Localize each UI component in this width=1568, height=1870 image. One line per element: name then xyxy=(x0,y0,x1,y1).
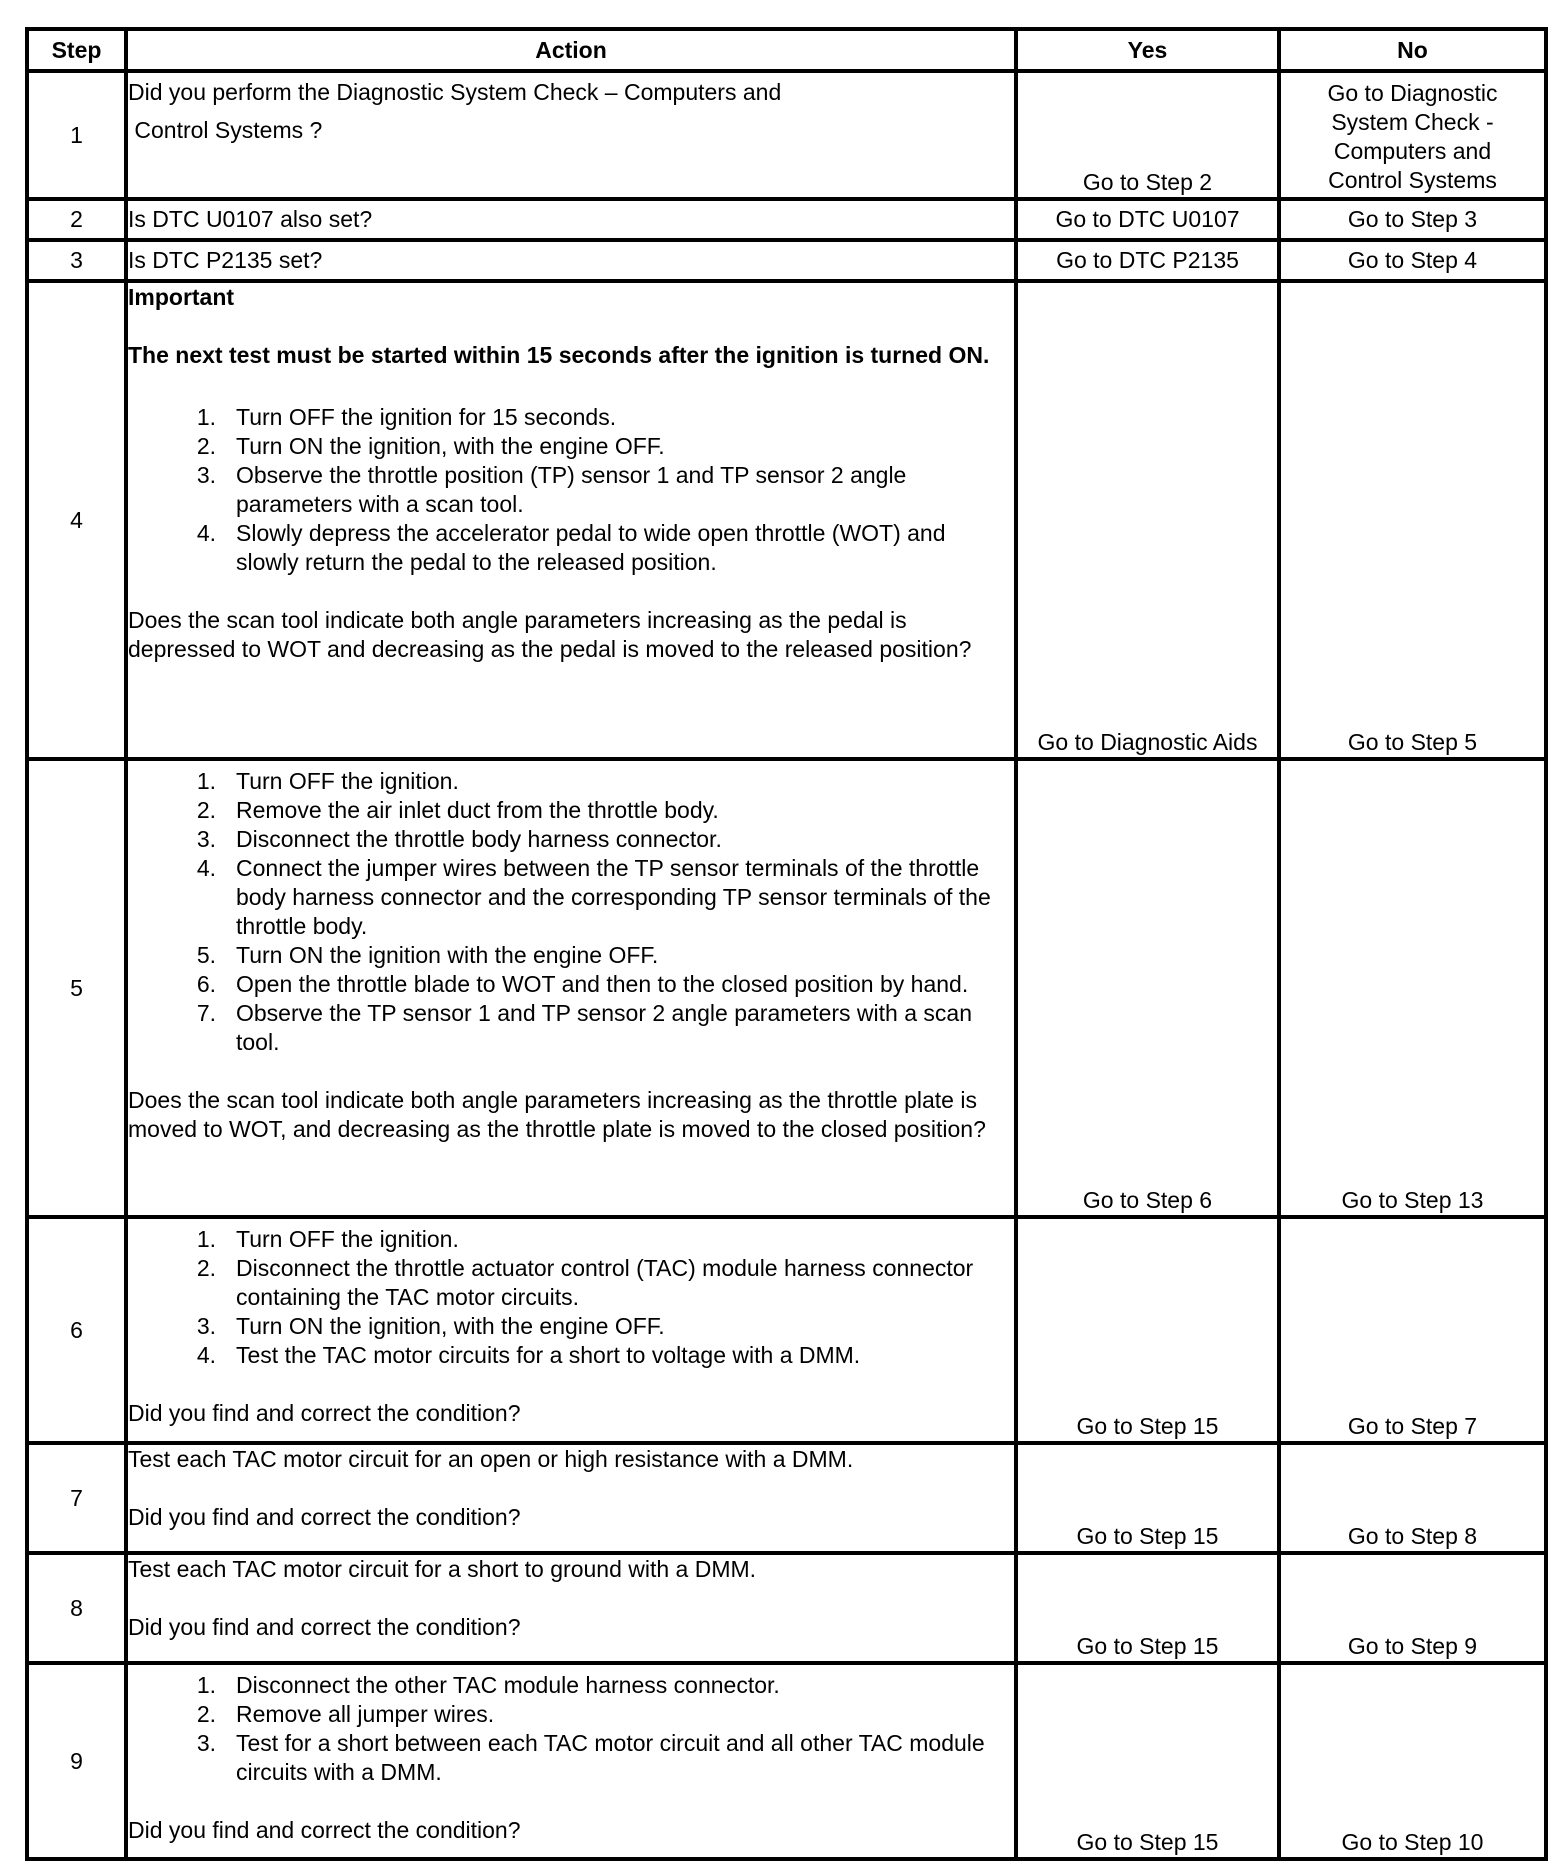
no-cell: Go to Step 7 xyxy=(1279,1217,1546,1443)
list-item: 5. Turn ON the ignition with the engine OFF. xyxy=(196,942,659,968)
action-cell xyxy=(126,240,1016,281)
table-row xyxy=(27,759,1546,1217)
list-item: 4. Slowly depress the accelerator pedal to wide open throttle (WOT) and slowly return the pedal to the released position. xyxy=(196,520,946,575)
yes-cell: Go to DTC P2135 xyxy=(1016,240,1279,281)
action-text: Control Systems ? xyxy=(128,117,323,143)
action-question: Did you find and correct the condition? xyxy=(128,1504,521,1530)
table-row xyxy=(27,199,1546,240)
action-cell xyxy=(126,1217,1016,1443)
no-cell: Go to Step 9 xyxy=(1279,1553,1546,1663)
action-cell xyxy=(126,1443,1016,1553)
procedure-list xyxy=(128,1225,1014,1370)
action-question: Does the scan tool indicate both angle parameters increasing as the throttle plate is moved to WOT, and decreasing as the throttle plate is moved to the closed position? xyxy=(128,1087,986,1142)
table-row xyxy=(27,1443,1546,1553)
step-number: 1 xyxy=(27,71,126,199)
action-cell xyxy=(126,1663,1016,1859)
list-item: 4. Connect the jumper wires between the TP sensor terminals of the throttle body harness connector and the corresponding TP sensor terminals of the throttle body. xyxy=(196,855,991,939)
step-number: 3 xyxy=(27,240,126,281)
table-row xyxy=(27,1217,1546,1443)
table-row xyxy=(27,1663,1546,1859)
step-number: 8 xyxy=(27,1553,126,1663)
no-cell: Go to Step 10 xyxy=(1279,1663,1546,1859)
yes-cell: Go to Diagnostic Aids xyxy=(1016,281,1279,759)
yes-cell: Go to Step 6 xyxy=(1016,759,1279,1217)
step-number: 5 xyxy=(27,759,126,1217)
action-text: Is DTC P2135 set? xyxy=(128,247,323,273)
list-item: 1. Turn OFF the ignition. xyxy=(196,1226,459,1252)
action-cell xyxy=(126,1553,1016,1663)
step-number: 4 xyxy=(27,281,126,759)
list-item: 1. Turn OFF the ignition for 15 seconds. xyxy=(196,404,617,430)
step-number: 9 xyxy=(27,1663,126,1859)
header-yes: Yes xyxy=(1016,29,1279,71)
list-item: 2. Turn ON the ignition, with the engine OFF. xyxy=(196,433,665,459)
list-item: 6. Open the throttle blade to WOT and then to the closed position by hand. xyxy=(196,971,969,997)
list-item: 7. Observe the TP sensor 1 and TP sensor 2 angle parameters with a scan tool. xyxy=(196,1000,972,1055)
yes-cell: Go to Step 15 xyxy=(1016,1553,1279,1663)
yes-cell: Go to Step 2 xyxy=(1016,71,1279,199)
no-cell: Go to Step 5 xyxy=(1279,281,1546,759)
no-cell: Go to Diagnostic System Check - Computers and Control Systems xyxy=(1279,71,1546,199)
step-number: 6 xyxy=(27,1217,126,1443)
action-text: Is DTC U0107 also set? xyxy=(128,206,373,232)
yes-cell: Go to Step 15 xyxy=(1016,1663,1279,1859)
action-text: Test each TAC motor circuit for a short to ground with a DMM. xyxy=(128,1556,757,1582)
step-number: 7 xyxy=(27,1443,126,1553)
action-text: Did you perform the Diagnostic System Check – Computers and xyxy=(128,79,782,105)
procedure-list xyxy=(128,767,1014,1057)
action-question: Did you find and correct the condition? xyxy=(128,1817,521,1843)
list-item: 3. Test for a short between each TAC motor circuit and all other TAC module circuits with a DMM. xyxy=(196,1730,985,1785)
action-cell xyxy=(126,281,1016,759)
list-item: 3. Disconnect the throttle body harness connector. xyxy=(196,826,722,852)
yes-cell: Go to Step 15 xyxy=(1016,1217,1279,1443)
header-action: Action xyxy=(126,29,1016,71)
header-step: Step xyxy=(27,29,126,71)
table-row xyxy=(27,240,1546,281)
action-cell xyxy=(126,199,1016,240)
list-item: 1. Turn OFF the ignition. xyxy=(196,768,459,794)
table-row xyxy=(27,1553,1546,1663)
yes-cell: Go to DTC U0107 xyxy=(1016,199,1279,240)
list-item: 2. Remove the air inlet duct from the throttle body. xyxy=(196,797,719,823)
list-item: 4. Test the TAC motor circuits for a short to voltage with a DMM. xyxy=(196,1342,861,1368)
header-row xyxy=(27,29,1546,71)
list-item: 3. Observe the throttle position (TP) sensor 1 and TP sensor 2 angle parameters with a scan tool. xyxy=(196,462,907,517)
action-question: Did you find and correct the condition? xyxy=(128,1614,521,1640)
action-question: Does the scan tool indicate both angle parameters increasing as the pedal is depressed to WOT and decreasing as the pedal is moved to the released position? xyxy=(128,607,972,662)
action-cell xyxy=(126,759,1016,1217)
list-item: 3. Turn ON the ignition, with the engine OFF. xyxy=(196,1313,665,1339)
no-cell: Go to Step 8 xyxy=(1279,1443,1546,1553)
action-cell xyxy=(126,71,1016,199)
procedure-list xyxy=(128,403,1014,577)
list-item: 1. Disconnect the other TAC module harness connector. xyxy=(196,1672,780,1698)
important-label: Important xyxy=(128,284,235,310)
no-cell: Go to Step 4 xyxy=(1279,240,1546,281)
list-item: 2. Disconnect the throttle actuator control (TAC) module harness connector containing the TAC motor circuits. xyxy=(196,1255,974,1310)
step-number: 2 xyxy=(27,199,126,240)
procedure-list xyxy=(128,1671,1014,1787)
list-item: 2. Remove all jumper wires. xyxy=(196,1701,495,1727)
header-no: No xyxy=(1279,29,1546,71)
action-question: Did you find and correct the condition? xyxy=(128,1400,521,1426)
action-text: Test each TAC motor circuit for an open or high resistance with a DMM. xyxy=(128,1446,854,1472)
no-cell: Go to Step 3 xyxy=(1279,199,1546,240)
no-cell: Go to Step 13 xyxy=(1279,759,1546,1217)
diagnostic-table xyxy=(25,27,1548,1861)
important-warning: The next test must be started within 15 seconds after the ignition is turned ON. xyxy=(128,342,990,368)
table-row xyxy=(27,71,1546,199)
table-row xyxy=(27,281,1546,759)
yes-cell: Go to Step 15 xyxy=(1016,1443,1279,1553)
